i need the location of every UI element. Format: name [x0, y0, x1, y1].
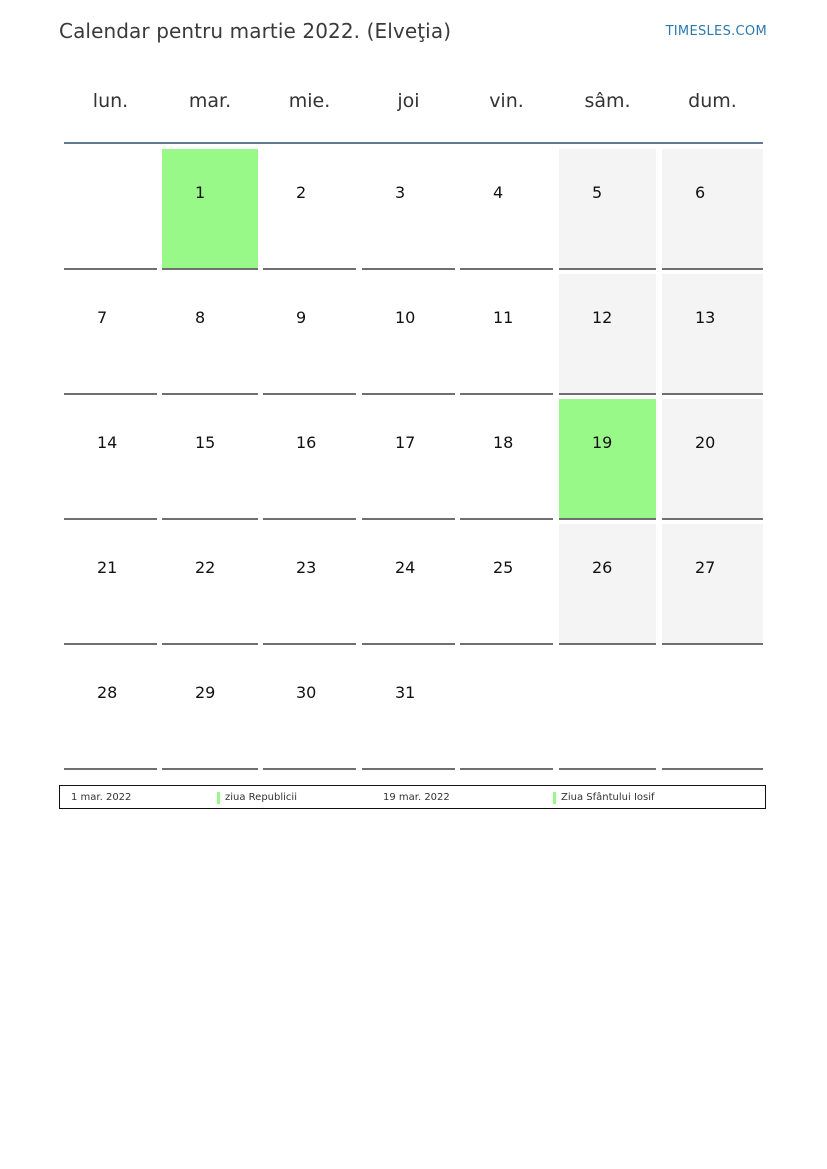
day-cell	[362, 649, 455, 770]
day-cell	[162, 399, 258, 520]
day-number: 19	[592, 433, 613, 452]
day-cell	[263, 149, 356, 270]
day-number: 3	[395, 183, 406, 202]
legend-date-1: 1 mar. 2022	[71, 792, 132, 803]
weekday-thu: joi	[397, 90, 420, 112]
day-cell	[263, 399, 356, 520]
day-cell	[662, 524, 763, 645]
day-number: 7	[97, 308, 108, 327]
page-title: Calendar pentru martie 2022. (Elveţia)	[59, 19, 452, 43]
day-cell	[662, 149, 763, 270]
weekday-sat: sâm.	[584, 90, 631, 112]
day-number: 22	[195, 558, 216, 577]
day-number: 1	[195, 183, 206, 202]
legend-name-2: Ziua Sfântului Iosif	[561, 792, 655, 803]
day-number: 20	[695, 433, 716, 452]
weekday-header-row	[62, 90, 764, 120]
day-cell	[362, 399, 455, 520]
day-number: 21	[97, 558, 118, 577]
day-cell	[162, 524, 258, 645]
holiday-legend	[59, 785, 766, 809]
day-number: 30	[296, 683, 317, 702]
day-cell	[460, 649, 553, 770]
header-divider	[64, 142, 763, 144]
day-number: 29	[195, 683, 216, 702]
day-number: 16	[296, 433, 317, 452]
legend-swatch-2	[553, 792, 556, 804]
day-cell	[362, 149, 455, 270]
day-number: 25	[493, 558, 514, 577]
weekday-mon: lun.	[92, 90, 129, 112]
day-number: 27	[695, 558, 716, 577]
weekday-sun: dum.	[688, 90, 737, 112]
day-cell	[559, 274, 656, 395]
day-cell	[460, 524, 553, 645]
day-cell	[662, 399, 763, 520]
day-number: 31	[395, 683, 416, 702]
day-number: 13	[695, 308, 716, 327]
legend-name-1: ziua Republicii	[225, 792, 297, 803]
day-cell	[362, 274, 455, 395]
day-number: 17	[395, 433, 416, 452]
day-cell	[64, 649, 157, 770]
day-number: 11	[493, 308, 514, 327]
day-cell	[559, 149, 656, 270]
day-number: 4	[493, 183, 504, 202]
day-cell	[559, 399, 656, 520]
day-number: 9	[296, 308, 307, 327]
day-cell	[64, 399, 157, 520]
day-number: 12	[592, 308, 613, 327]
day-number: 28	[97, 683, 118, 702]
day-number: 14	[97, 433, 118, 452]
day-cell	[162, 274, 258, 395]
day-cell	[559, 649, 656, 770]
day-cell	[362, 524, 455, 645]
day-cell	[263, 524, 356, 645]
day-number: 8	[195, 308, 206, 327]
day-cell	[460, 399, 553, 520]
day-cell	[263, 274, 356, 395]
day-number: 23	[296, 558, 317, 577]
day-number: 10	[395, 308, 416, 327]
day-number: 15	[195, 433, 216, 452]
day-cell	[162, 649, 258, 770]
day-number: 18	[493, 433, 514, 452]
day-number: 5	[592, 183, 603, 202]
day-number: 26	[592, 558, 613, 577]
day-cell	[460, 149, 553, 270]
day-cell	[64, 274, 157, 395]
day-number: 2	[296, 183, 307, 202]
day-number: 6	[695, 183, 706, 202]
legend-swatch-1	[217, 792, 220, 804]
day-number: 24	[395, 558, 416, 577]
day-cell	[460, 274, 553, 395]
legend-date-2: 19 mar. 2022	[383, 792, 450, 803]
day-cell	[64, 149, 157, 270]
day-cell	[162, 149, 258, 270]
day-cell	[559, 524, 656, 645]
day-cell	[263, 649, 356, 770]
weekday-tue: mar.	[188, 90, 232, 112]
day-cell	[64, 524, 157, 645]
weekday-wed: mie.	[288, 90, 331, 112]
weekday-fri: vin.	[489, 90, 524, 112]
day-cell	[662, 649, 763, 770]
day-cell	[662, 274, 763, 395]
brand-link[interactable]: TIMESLES.COM	[665, 24, 767, 39]
